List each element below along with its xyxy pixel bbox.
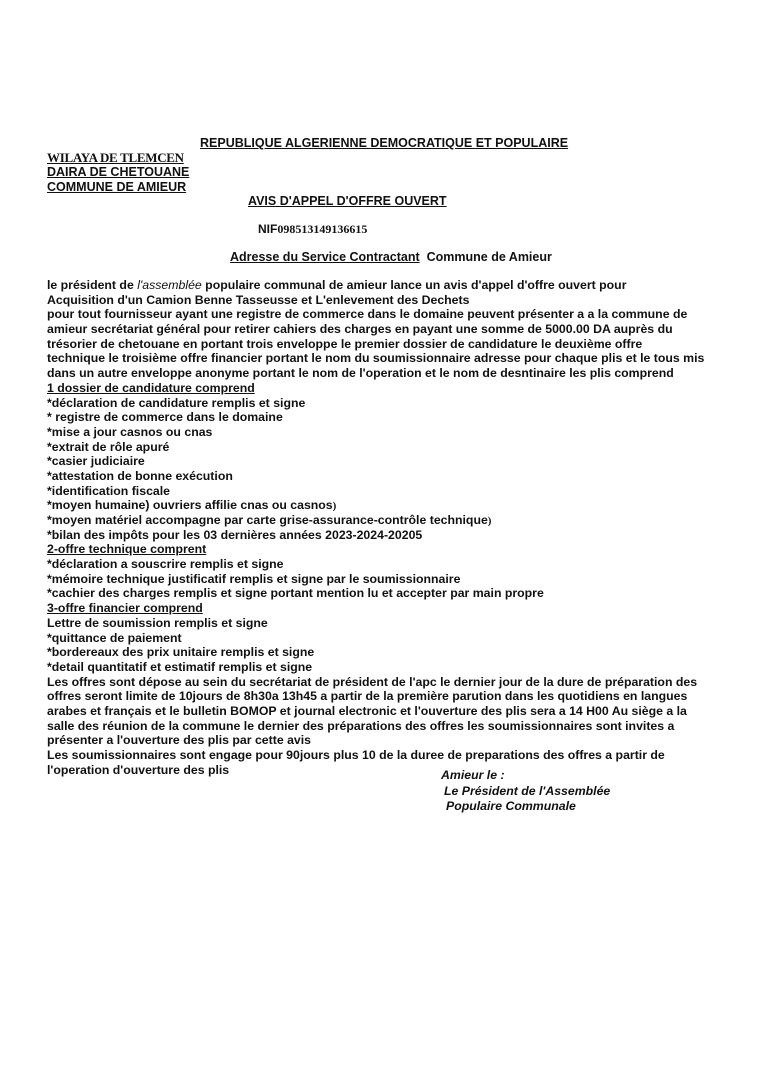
intro-line bbox=[47, 278, 727, 293]
list-item: *extrait de rôle apuré bbox=[47, 439, 170, 454]
document-title: AVIS D'APPEL D'OFFRE OUVERT bbox=[248, 194, 447, 208]
intro-line: trésorier de chetouane en portant trois enveloppe le premier dossier de candidature le deuxième offre bbox=[47, 336, 643, 351]
list-item: *quittance de paiement bbox=[47, 630, 182, 645]
notice-body bbox=[47, 278, 727, 777]
list-item: *detail quantitatif et estimatif remplis et signe bbox=[47, 659, 313, 674]
list-item: *bordereaux des prix unitaire remplis et signe bbox=[47, 645, 315, 660]
list-item-text: *moyen matériel accompagne par carte grise-assurance-contrôle technique bbox=[47, 513, 488, 527]
signature-place: Amieur le : bbox=[441, 768, 505, 782]
closing-line: l'operation d'ouverture des plis bbox=[47, 762, 230, 777]
list-item: Lettre de soumission remplis et signe bbox=[47, 615, 268, 630]
signature-title: Le Président de l'Assemblée bbox=[444, 783, 611, 798]
service-address bbox=[230, 250, 552, 264]
list-item bbox=[47, 498, 727, 513]
nif-line bbox=[258, 222, 367, 237]
intro-line: pour tout fournisseur ayant une registre de commerce dans le domaine peuvent présenter a a la commune de bbox=[47, 307, 688, 322]
intro-line: dans un autre enveloppe anonyme portant le nom de l'operation et le nom de desntinaire les plis comprend bbox=[47, 366, 674, 381]
closing-line: Les offres sont dépose au sein du secrétariat de président de l'apc le dernier jour de la dure de préparation des bbox=[47, 674, 698, 689]
list-item: *attestation de bonne exécution bbox=[47, 468, 233, 483]
section2-heading: 2-offre technique comprent bbox=[47, 542, 207, 557]
list-item: *casier judiciaire bbox=[47, 454, 145, 469]
section3-heading: 3-offre financier comprend bbox=[47, 601, 203, 616]
list-item: *mémoire technique justificatif remplis et signe par le soumissionnaire bbox=[47, 571, 461, 586]
list-item: * registre de commerce dans le domaine bbox=[47, 410, 283, 425]
closing-line: arabes et français et le bulletin BOMOP et journal electronic et l'ouverture des plis sera a 14 H00 Au siège a la bbox=[47, 703, 687, 718]
intro-line: amieur secrétariat général pour retirer cahiers des charges en payant une somme de 5000.00 DA auprès du bbox=[47, 322, 673, 337]
signature-block bbox=[441, 768, 610, 815]
closing-paren: ) bbox=[487, 515, 492, 527]
intro-text: populaire communal de amieur lance un avis d'appel d'offre ouvert pour bbox=[201, 278, 627, 292]
nif-value: 098513149136615 bbox=[277, 222, 368, 236]
list-item bbox=[47, 513, 727, 528]
list-item: *cachier des charges remplis et signe portant mention lu et accepter par main propre bbox=[47, 586, 544, 601]
section1-heading: 1 dossier de candidature comprend bbox=[47, 380, 255, 395]
service-label: Adresse du Service Contractant bbox=[230, 250, 420, 264]
closing-line: offres seront limite de 10jours de 8h30a 13h45 a partir de la première parution dans les quotidiens en langues bbox=[47, 689, 688, 704]
intro-line: technique le troisième offre financier portant le nom du soumissionnaire adresse pour chaque plis et le tous mis bbox=[47, 351, 705, 366]
closing-line: salle des réunion de la commune le dernier des préparations des offres les soumissionnaires sont invites a bbox=[47, 718, 675, 733]
signature-title: Populaire Communale bbox=[446, 799, 576, 813]
service-value: Commune de Amieur bbox=[426, 250, 552, 264]
intro-text: le président de bbox=[47, 278, 138, 292]
nif-label: NIF bbox=[258, 222, 278, 236]
republic-heading: REPUBLIQUE ALGERIENNE DEMOCRATIQUE ET POPULAIRE bbox=[200, 136, 569, 150]
list-item: *déclaration a souscrire remplis et signe bbox=[47, 557, 284, 572]
closing-paren: ) bbox=[332, 500, 337, 513]
closing-line: présenter a l'ouverture des plis par cette avis bbox=[47, 733, 312, 748]
wilaya-label: WILAYA DE TLEMCEN bbox=[47, 150, 184, 165]
daira-label: DAIRA DE CHETOUANE bbox=[47, 165, 190, 179]
list-item: *déclaration de candidature remplis et signe bbox=[47, 395, 306, 410]
list-item: *mise a jour casnos ou cnas bbox=[47, 424, 213, 439]
list-item-text: *moyen humaine) ouvriers affilie cnas ou casnos bbox=[47, 498, 333, 513]
commune-label: COMMUNE DE AMIEUR bbox=[47, 180, 187, 194]
intro-assembly: l'assemblée bbox=[137, 278, 202, 292]
intro-line: Acquisition d'un Camion Benne Tasseusse et L'enlevement des Dechets bbox=[47, 292, 470, 307]
closing-line: Les soumissionnaires sont engage pour 90jours plus 10 de la duree de preparations des offres a partir de bbox=[47, 748, 665, 762]
list-item: *bilan des impôts pour les 03 dernières années 2023-2024-20205 bbox=[47, 527, 423, 542]
list-item: *identification fiscale bbox=[47, 483, 170, 498]
